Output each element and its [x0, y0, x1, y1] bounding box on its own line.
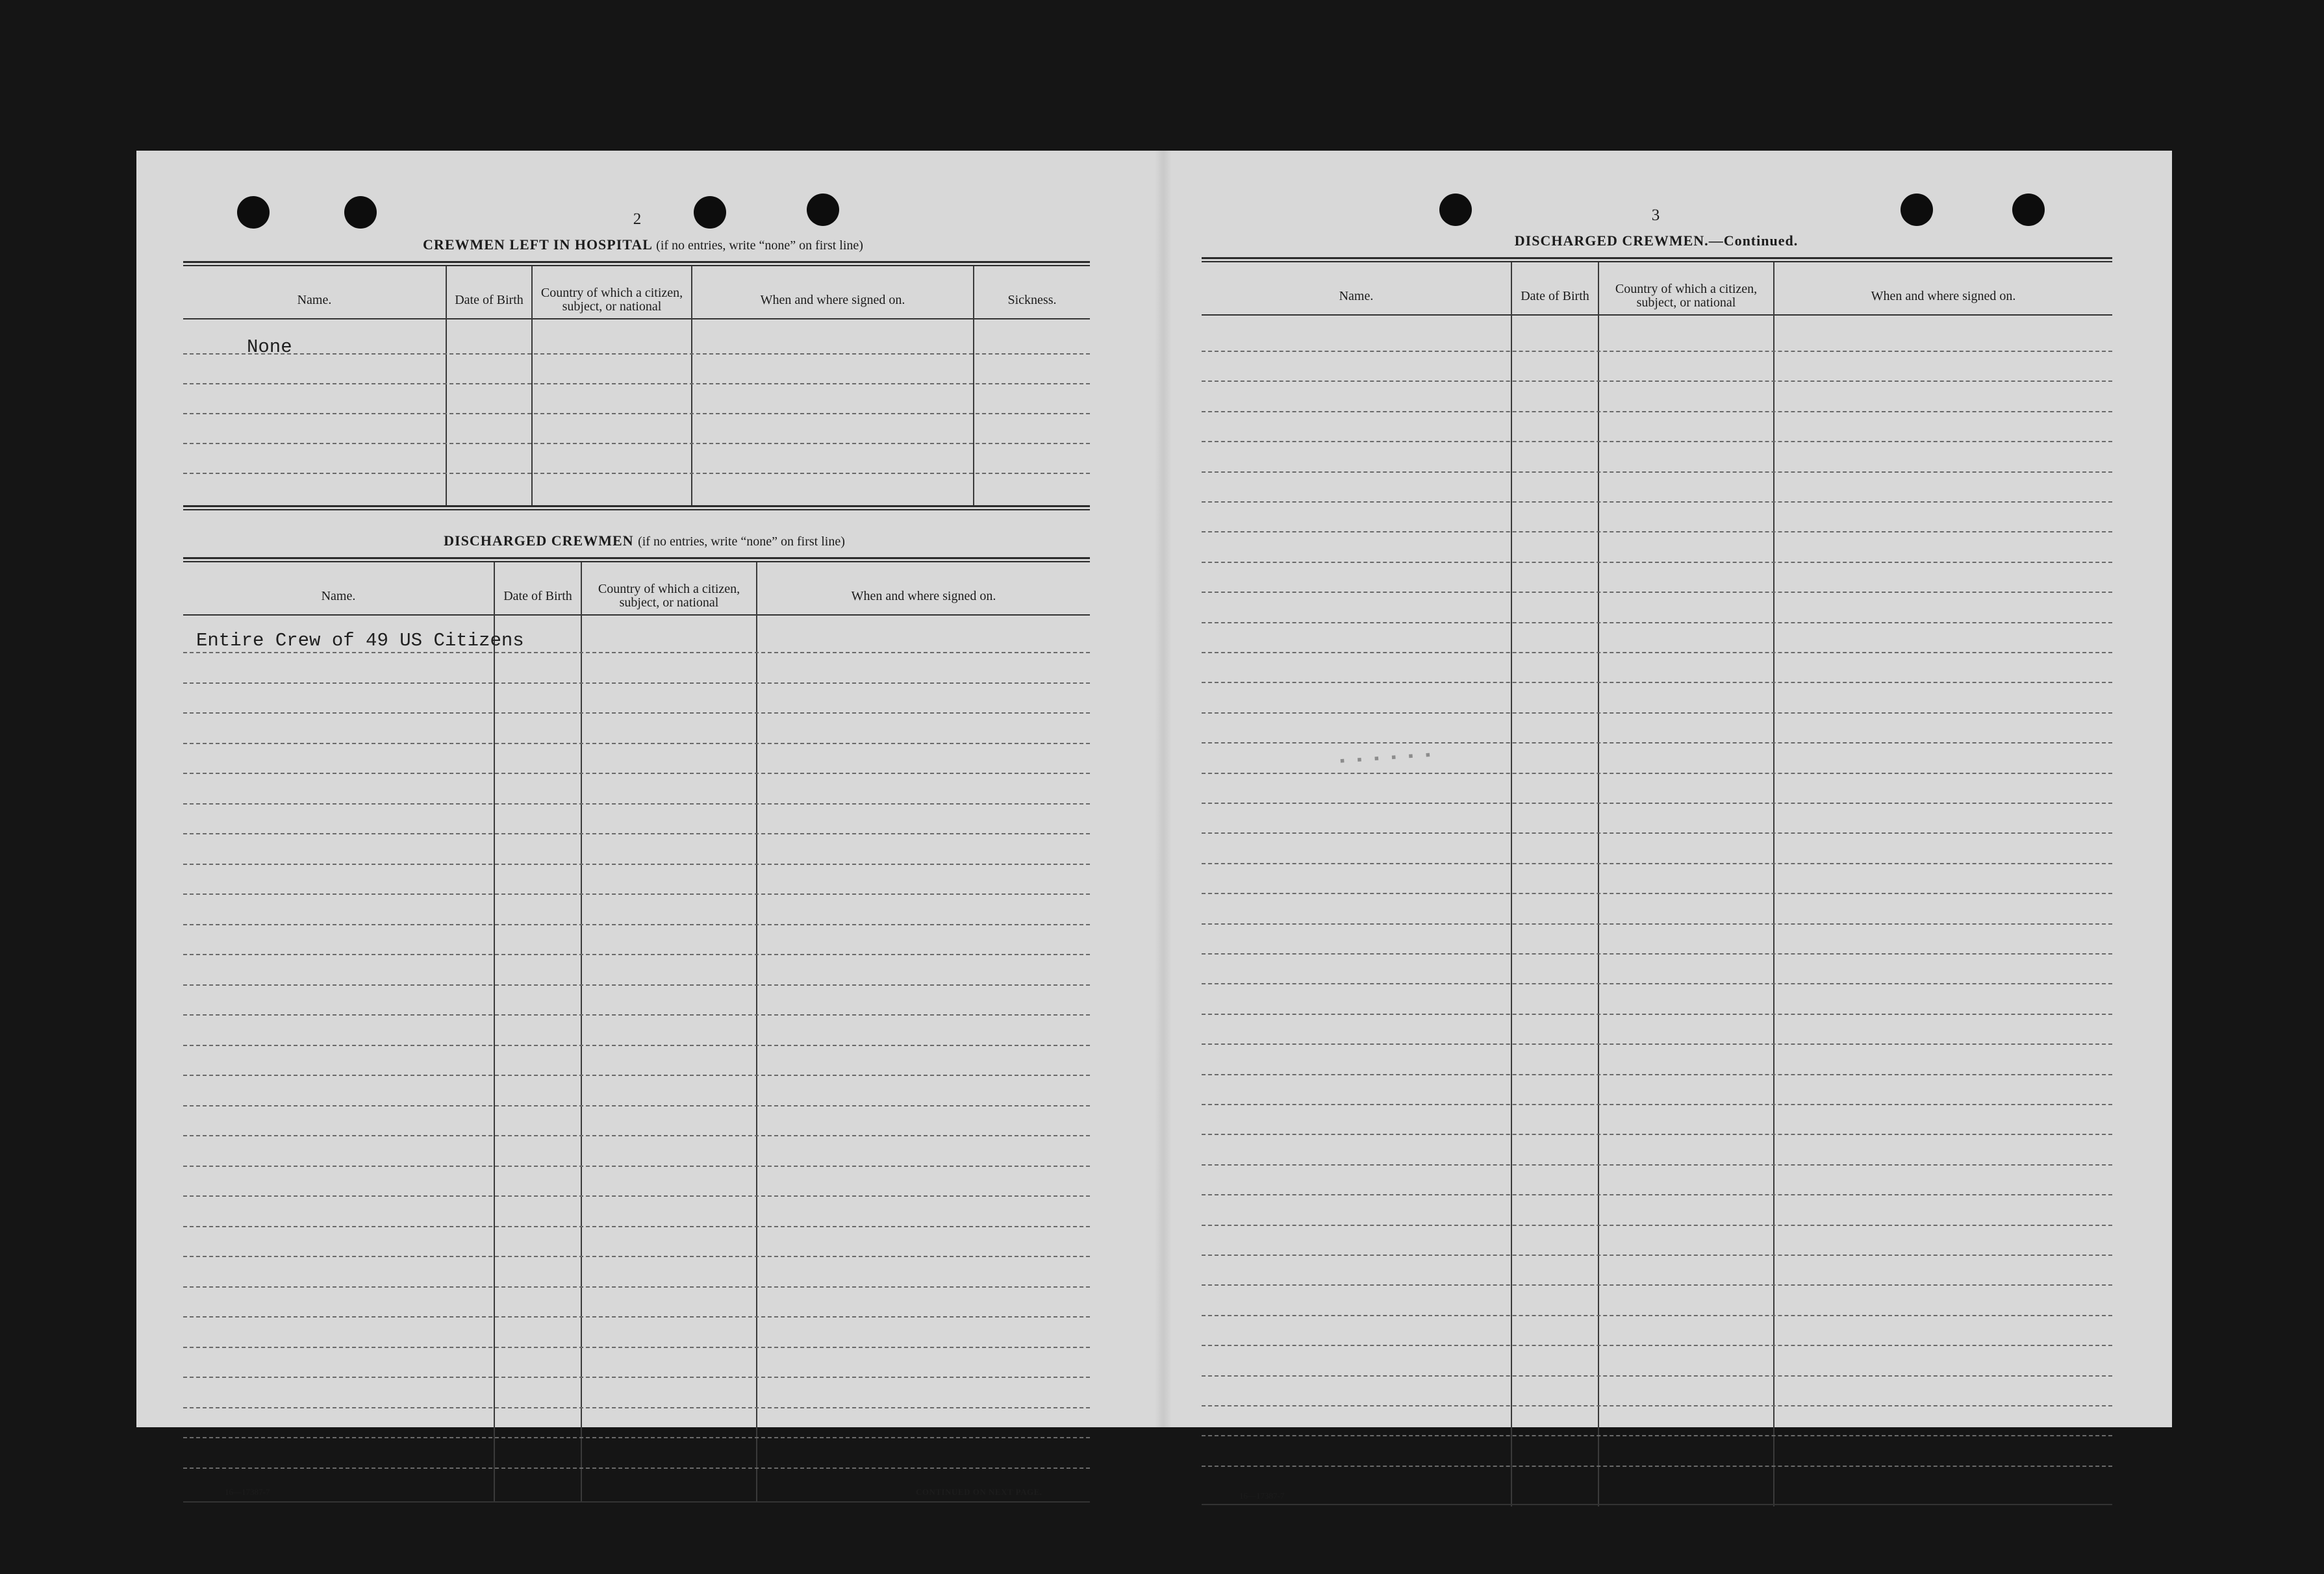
row-line [183, 1316, 1090, 1318]
row-line [1202, 592, 2112, 593]
header-rule [183, 318, 1090, 319]
page-fold [1155, 151, 1172, 1427]
row-line [1202, 712, 2112, 714]
right-section-title [1515, 232, 1798, 249]
row-line [1202, 1164, 2112, 1166]
column-header-name: Name. [321, 588, 356, 603]
hospital-title: CREWMEN LEFT IN HOSPITAL [423, 236, 652, 253]
table-rule [183, 505, 1090, 510]
header-rule [183, 614, 1090, 616]
column-header-name: Name. [1339, 288, 1374, 303]
row-line [183, 1437, 1090, 1438]
hospital-entry: None [247, 336, 292, 358]
row-line [1202, 562, 2112, 563]
row-line [1202, 1074, 2112, 1075]
hospital-subtitle: (if no entries, write “none” on first line) [656, 238, 863, 253]
column-divider [494, 562, 495, 1501]
page-number: 2 [633, 210, 642, 228]
row-line [183, 1135, 1090, 1136]
row-line [1202, 1435, 2112, 1436]
punch-hole [237, 196, 270, 229]
punch-hole [1439, 194, 1472, 226]
row-line [183, 984, 1090, 986]
hospital-section-title [423, 236, 863, 253]
punch-hole [694, 196, 726, 229]
row-line [183, 443, 1090, 444]
faint-stamp: ▪ ▪ ▪ ▪ ▪ ▪ [1337, 747, 1433, 771]
discharged-title: DISCHARGED CREWMEN [444, 532, 634, 549]
row-line [1202, 1255, 2112, 1256]
row-line [1202, 351, 2112, 352]
column-divider [1598, 262, 1599, 1506]
row-line [1202, 381, 2112, 382]
row-line [1202, 1284, 2112, 1286]
row-line [1202, 411, 2112, 412]
discharged-subtitle: (if no entries, write “none” on first line) [638, 534, 845, 549]
row-line [1202, 803, 2112, 804]
row-line [183, 1195, 1090, 1197]
row-line [1202, 622, 2112, 623]
row-line [1202, 1194, 2112, 1195]
form-number: 16—17387-7 [225, 1487, 270, 1497]
row-line [183, 1468, 1090, 1469]
row-line [183, 712, 1090, 714]
row-line [1202, 441, 2112, 442]
row-line [183, 1045, 1090, 1046]
continued-note: CONTINUED ON NEXT PAGE. [916, 1487, 1042, 1497]
column-header-date-of-birth: Date of Birth [1521, 288, 1589, 303]
column-header-signed-on: When and where signed on. [760, 292, 905, 307]
table-rule [183, 557, 1090, 562]
column-header-signed-on: When and where signed on. [851, 588, 996, 603]
row-line [1202, 832, 2112, 834]
row-line [183, 1286, 1090, 1288]
row-line [183, 682, 1090, 684]
row-line [183, 652, 1090, 653]
row-line [1202, 893, 2112, 894]
row-line [183, 413, 1090, 414]
row-line [1202, 1104, 2112, 1105]
row-line [1202, 1315, 2112, 1316]
table-rule [183, 261, 1090, 266]
row-line [1202, 863, 2112, 864]
row-line [183, 1347, 1090, 1348]
column-header-country: Country of which a citizen, subject, or national [540, 286, 683, 314]
row-line [1202, 1466, 2112, 1467]
column-header-signed-on: When and where signed on. [1871, 288, 2016, 303]
row-line [1202, 1375, 2112, 1377]
column-divider [756, 562, 757, 1501]
row-line [183, 1256, 1090, 1257]
column-divider [1511, 262, 1512, 1506]
row-line [183, 1407, 1090, 1408]
header-rule [1202, 314, 2112, 316]
row-line [183, 924, 1090, 925]
row-line [183, 1377, 1090, 1378]
column-divider [691, 266, 692, 505]
table-rule [1202, 257, 2112, 262]
punch-hole [807, 194, 839, 226]
column-header-date-of-birth: Date of Birth [503, 588, 572, 603]
row-line [183, 743, 1090, 744]
column-divider [973, 266, 974, 505]
row-line [1202, 923, 2112, 925]
row-line [1202, 1134, 2112, 1135]
right-title: DISCHARGED CREWMEN. [1514, 232, 1709, 249]
punch-hole [1901, 194, 1933, 226]
row-line [1202, 682, 2112, 683]
row-line [1202, 773, 2112, 774]
row-line [183, 773, 1090, 774]
row-line [1202, 531, 2112, 532]
row-line [1202, 1345, 2112, 1346]
column-divider [1773, 262, 1775, 1506]
row-line [1202, 652, 2112, 653]
column-header-country: Country of which a citizen, subject, or national [598, 582, 740, 610]
row-line [183, 893, 1090, 895]
bottom-rule [1202, 1504, 2112, 1505]
row-line [183, 1166, 1090, 1167]
row-line [1202, 742, 2112, 743]
row-line [1202, 471, 2112, 473]
row-line [183, 864, 1090, 865]
row-line [183, 473, 1090, 474]
row-line [183, 1075, 1090, 1076]
page-number: 3 [1651, 206, 1660, 224]
row-line [183, 1226, 1090, 1227]
row-line [1202, 1014, 2112, 1015]
column-divider [531, 266, 533, 505]
scanned-document [136, 151, 2172, 1501]
row-line [1202, 501, 2112, 503]
discharged-section-title [444, 532, 845, 549]
form-number: 16—17387-7 [1239, 1491, 1285, 1501]
row-line [183, 1105, 1090, 1106]
column-header-sickness: Sickness. [1007, 292, 1057, 307]
row-line [183, 353, 1090, 355]
column-header-date-of-birth: Date of Birth [455, 292, 524, 307]
row-line [1202, 1405, 2112, 1406]
row-line [183, 383, 1090, 384]
punch-hole [344, 196, 377, 229]
row-line [183, 833, 1090, 834]
row-line [1202, 1043, 2112, 1045]
column-header-name: Name. [297, 292, 332, 307]
column-divider [446, 266, 447, 505]
row-line [183, 954, 1090, 955]
row-line [1202, 983, 2112, 984]
row-line [183, 803, 1090, 805]
column-divider [581, 562, 582, 1501]
column-header-country: Country of which a citizen, subject, or national [1615, 282, 1758, 310]
row-line [1202, 1225, 2112, 1226]
punch-hole [2012, 194, 2045, 226]
bottom-rule [183, 1501, 1090, 1503]
row-line [1202, 953, 2112, 955]
discharged-entry: Entire Crew of 49 US Citizens [196, 630, 524, 651]
row-line [183, 1014, 1090, 1016]
right-title-suffix: —Continued. [1708, 232, 1799, 249]
